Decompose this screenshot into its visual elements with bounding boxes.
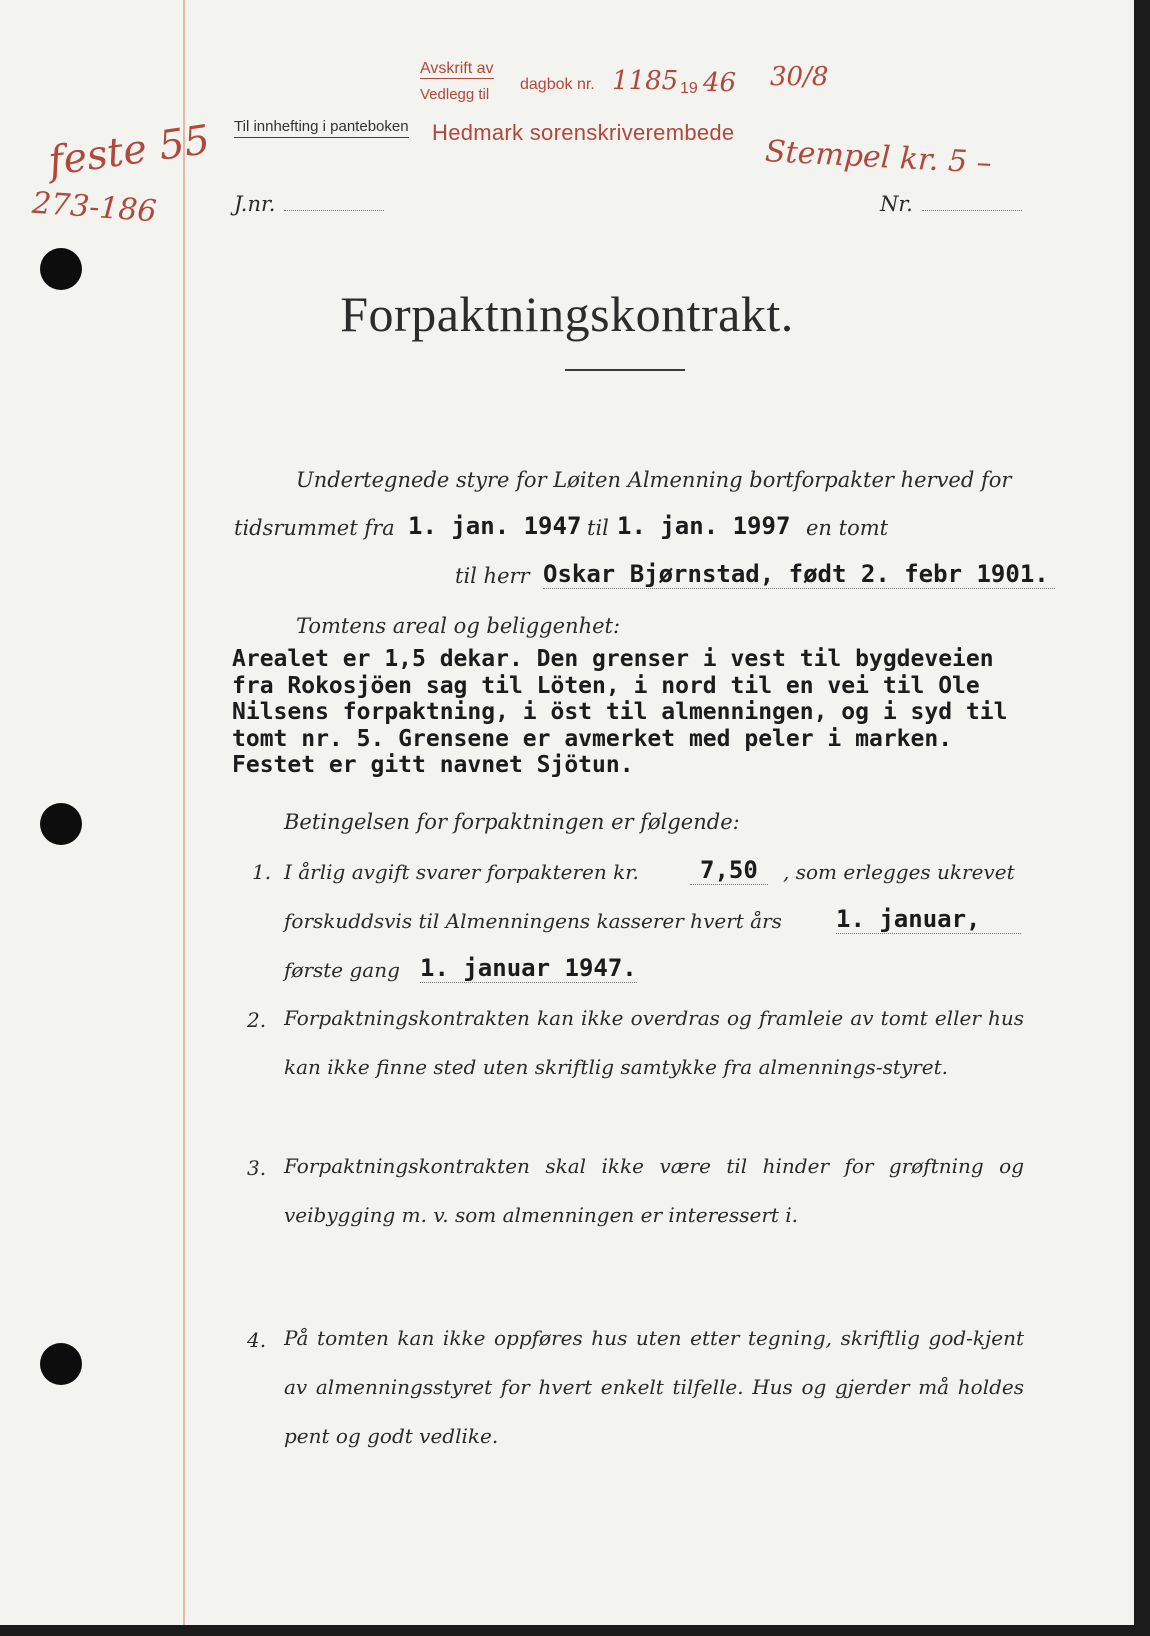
punch-hole-icon xyxy=(40,1343,82,1385)
condition-4-text: På tomten kan ikke oppføres hus uten etter tegning, skriftlig god-kjent av almenningsstyret for hvert enkelt tilfelle. Hus og gjerder må holdes pent og godt vedlike. xyxy=(284,1326,1024,1448)
condition-1-part-b: , som erlegges ukrevet xyxy=(783,860,1015,884)
punch-hole-icon xyxy=(40,248,82,290)
areal-description: Arealet er 1,5 dekar. Den grenser i vest til bygdeveien fra Rokosjöen sag til Löten, i nord til en vei til Ole Nilsens forpaktning, i öst til almenningen, og i syd til tomt nr. 5. Grensene er avmerket med peler i marken. Festet er gitt navnet Sjötun. xyxy=(232,646,1008,778)
conditions-heading: Betingelsen for forpaktningen er følgende: xyxy=(284,810,740,834)
condition-1-part-c: forskuddsvis til Almenningens kasserer hvert års xyxy=(284,909,782,933)
condition-1-number: 1. xyxy=(252,860,272,884)
stempel-note: Stempel kr. 5 – xyxy=(764,134,993,181)
jnr-label: J.nr. xyxy=(234,192,276,216)
dagbok-number: 1185 xyxy=(612,66,679,96)
condition-3-text: Forpaktningskontrakten skal ikke være til hinder for grøftning og veibygging m. v. som almenningen er interessert i. xyxy=(284,1154,1024,1227)
stamp-avskrift: Avskrift av xyxy=(420,60,494,77)
til-label: til xyxy=(587,516,609,540)
en-tomt: en tomt xyxy=(806,516,889,540)
stamp-dagbok: dagbok nr. xyxy=(520,76,595,93)
from-date: 1. jan. 1947 xyxy=(408,512,582,540)
margin-note-feste: feste 55 xyxy=(45,116,213,186)
herr-label: til herr xyxy=(455,564,530,588)
punch-hole-icon xyxy=(40,803,82,845)
office-stamp: Hedmark sorenskriverembede xyxy=(432,120,735,145)
condition-1-amount: 7,50 xyxy=(690,856,768,885)
condition-1-part-a: I årlig avgift svarer forpakteren kr. xyxy=(284,860,639,884)
year-suffix: 46 xyxy=(703,68,737,98)
jnr-field xyxy=(284,210,384,211)
condition-2-text: Forpaktningskontrakten kan ikke overdras og framleie av tomt eller hus kan ikke finne sted uten skriftlig samtykke fra almennings-styret. xyxy=(284,1006,1024,1079)
intro-line-1: Undertegnede styre for Løiten Almenning bortforpakter herved for xyxy=(296,468,1012,492)
year-prefix: 19 xyxy=(680,80,698,97)
margin-line xyxy=(183,0,185,1625)
condition-3-number: 3. xyxy=(247,1156,267,1180)
date-handwritten: 30/8 xyxy=(770,62,829,92)
page-title: Forpaktningskontrakt. xyxy=(340,286,794,342)
title-rule xyxy=(565,369,685,371)
condition-1-due: 1. januar, xyxy=(836,905,1021,934)
margin-note-number: 273-186 xyxy=(30,185,158,230)
condition-1-part-d: første gang xyxy=(284,958,400,982)
lessee-name: Oskar Bjørnstad, født 2. febr 1901. xyxy=(543,560,1055,589)
nr-field xyxy=(922,210,1022,211)
condition-4-number: 4. xyxy=(247,1328,267,1352)
condition-2-number: 2. xyxy=(247,1008,267,1032)
to-date: 1. jan. 1997 xyxy=(617,512,791,540)
innhefting-label: Til innhefting i panteboken xyxy=(234,118,409,138)
nr-label: Nr. xyxy=(880,192,913,216)
areal-heading: Tomtens areal og beliggenhet: xyxy=(296,614,621,638)
condition-1-first: 1. januar 1947. xyxy=(420,954,637,982)
tids-label: tidsrummet fra xyxy=(234,516,395,540)
stamp-vedlegg: Vedlegg til xyxy=(420,86,490,103)
